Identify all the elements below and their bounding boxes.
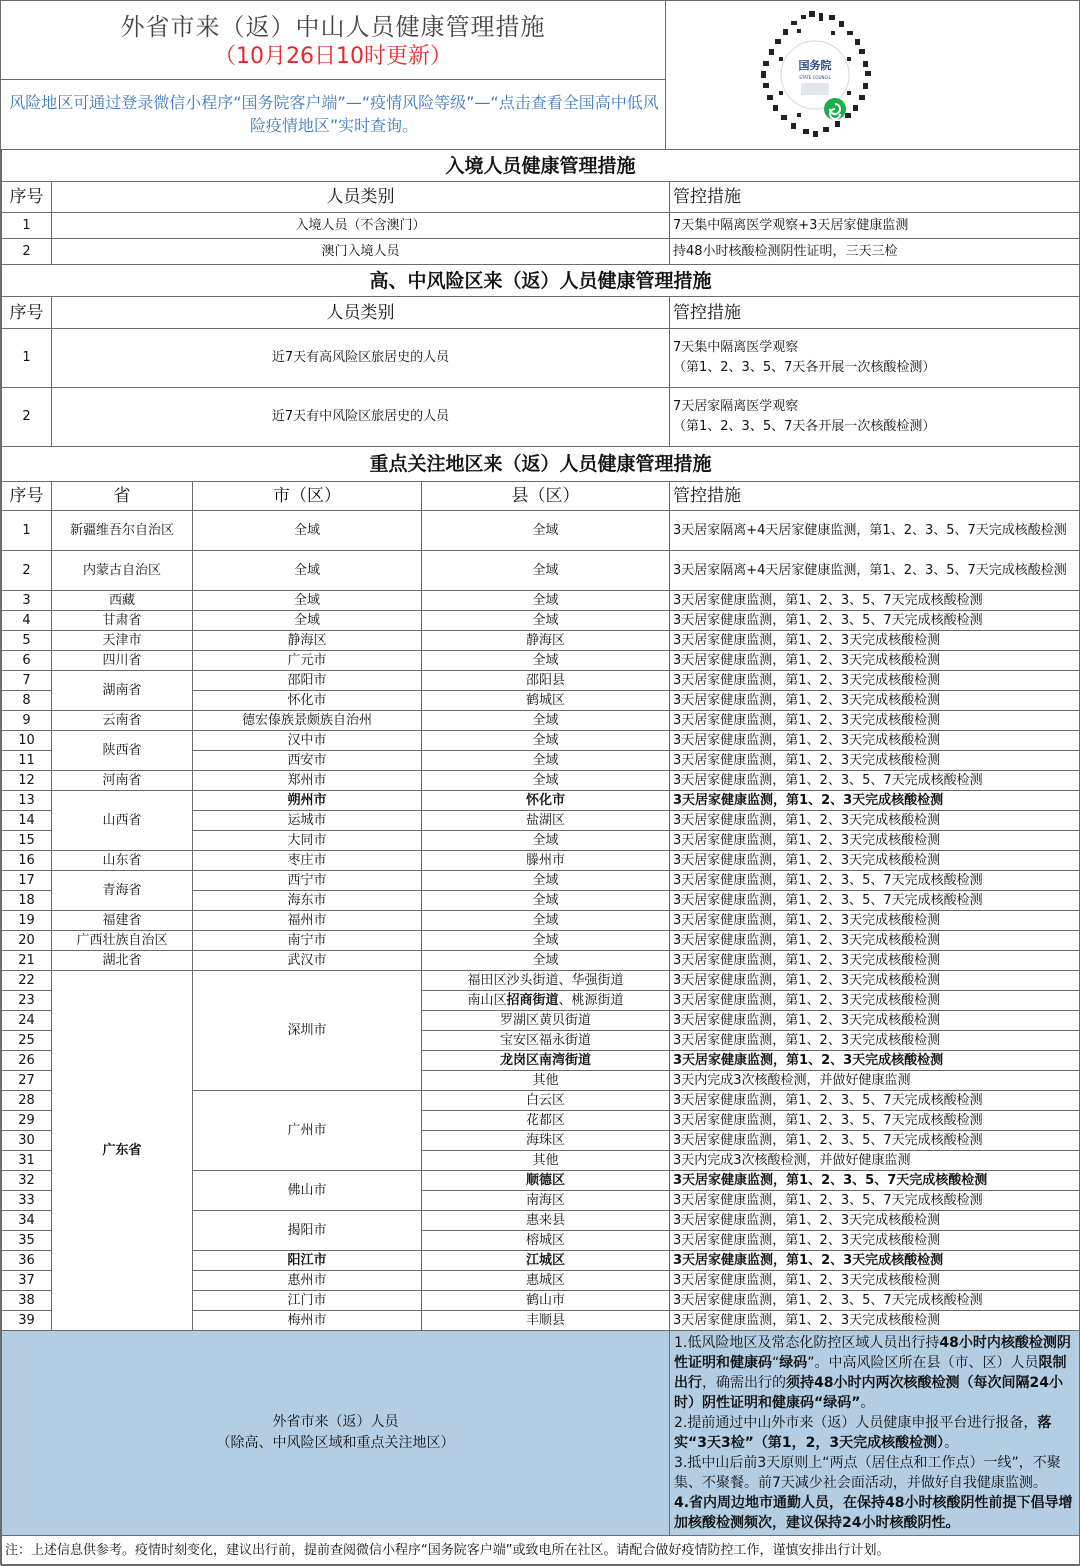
row-measure: 3天居家健康监测，第1、2、3、5、7天完成核酸检测 xyxy=(670,1291,1080,1311)
row-city: 广元市 xyxy=(193,651,422,671)
row-measure: 3天居家健康监测，第1、2、3天完成核酸检测 xyxy=(670,811,1080,831)
row-city: 江门市 xyxy=(193,1291,422,1311)
row-no: 24 xyxy=(2,1011,52,1031)
other-label-sub: （除高、中风险区域和重点关注地区） xyxy=(216,1435,455,1451)
other-regions-notes xyxy=(670,1331,1080,1536)
row-city: 武汉市 xyxy=(193,951,422,971)
row-county: 全域 xyxy=(422,651,670,671)
row-measure: 3天居家健康监测，第1、2、3天完成核酸检测 xyxy=(670,931,1080,951)
row-measure: 3天居家健康监测，第1、2、3天完成核酸检测 xyxy=(670,1231,1080,1251)
table-row xyxy=(2,611,1080,631)
row-no: 25 xyxy=(2,1031,52,1051)
row-province: 云南省 xyxy=(52,711,193,731)
row-city: 郑州市 xyxy=(193,771,422,791)
row-category: 近7天有高风险区旅居史的人员 xyxy=(52,329,670,388)
table-row xyxy=(2,951,1080,971)
row-measure: 3天内完成3次核酸检测，并做好健康监测 xyxy=(670,1151,1080,1171)
row-no: 2 xyxy=(2,239,52,265)
measure-line: 7天居家隔离医学观察 xyxy=(673,399,799,414)
row-measure: 3天居家健康监测，第1、2、3天完成核酸检测 xyxy=(670,971,1080,991)
row-no: 38 xyxy=(2,1291,52,1311)
row-city: 海东市 xyxy=(193,891,422,911)
col-header-measure: 管控措施 xyxy=(670,182,1080,213)
risk-query-notice: 风险地区可通过登录微信小程序“国务院客户端”—“疫情风险等级”—“点击查看全国高中低风险疫情地区”实时查询。 xyxy=(9,93,659,135)
table-row xyxy=(2,871,1080,891)
row-measure: 3天居家健康监测，第1、2、3天完成核酸检测 xyxy=(670,911,1080,931)
section-title-row xyxy=(2,265,1080,297)
row-no: 27 xyxy=(2,1071,52,1091)
note-2 xyxy=(674,1413,1075,1453)
row-no: 2 xyxy=(2,551,52,591)
note-text: 。 xyxy=(944,1435,959,1451)
row-no: 23 xyxy=(2,991,52,1011)
table-row xyxy=(2,213,1080,239)
table-row xyxy=(2,388,1080,447)
col-header-province: 省 xyxy=(52,482,193,511)
row-no: 1 xyxy=(2,329,52,388)
row-county: 江城区 xyxy=(422,1251,670,1271)
row-province: 内蒙古自治区 xyxy=(52,551,193,591)
row-county: 滕州市 xyxy=(422,851,670,871)
row-county: 海珠区 xyxy=(422,1131,670,1151)
row-county: 静海区 xyxy=(422,631,670,651)
qr-center-label: 国务院 xyxy=(798,59,832,72)
row-city: 阳江市 xyxy=(193,1251,422,1271)
table-row xyxy=(2,551,1080,591)
row-county: 怀化市 xyxy=(422,791,670,811)
row-province: 新疆维吾尔自治区 xyxy=(52,511,193,551)
update-time: （10月26日10时更新） xyxy=(214,44,452,69)
row-measure xyxy=(670,388,1080,447)
table-row xyxy=(2,791,1080,811)
row-measure: 3天居家健康监测，第1、2、3天完成核酸检测 xyxy=(670,1311,1080,1331)
measure-line: （第1、2、3、5、7天各开展一次核酸检测） xyxy=(673,419,936,434)
table-row xyxy=(2,511,1080,551)
row-county: 罗湖区黄贝街道 xyxy=(422,1011,670,1031)
note-text: 2.提前通过中山外市来（返）人员健康申报平台进行报备， xyxy=(674,1415,1038,1431)
note-bold: 绿码 xyxy=(779,1355,808,1371)
row-county: 全域 xyxy=(422,891,670,911)
row-city: 全域 xyxy=(193,551,422,591)
row-no: 11 xyxy=(2,751,52,771)
row-city: 邵阳市 xyxy=(193,671,422,691)
row-measure: 3天居家健康监测，第1、2、3天完成核酸检测 xyxy=(670,1211,1080,1231)
row-no: 13 xyxy=(2,791,52,811)
row-county: 全域 xyxy=(422,611,670,631)
table-header-row xyxy=(2,297,1080,329)
row-city: 德宏傣族景颇族自治州 xyxy=(193,711,422,731)
row-city: 汉中市 xyxy=(193,731,422,751)
row-no: 29 xyxy=(2,1111,52,1131)
row-city: 全域 xyxy=(193,611,422,631)
note-bold: 落实“3天3检”（第1，2，3天完成核酸检测） xyxy=(674,1415,1052,1451)
header-left xyxy=(1,1,666,149)
row-county: 花都区 xyxy=(422,1111,670,1131)
row-county: 鹤城区 xyxy=(422,691,670,711)
row-measure: 3天居家健康监测，第1、2、3、5、7天完成核酸检测 xyxy=(670,1091,1080,1111)
row-city: 枣庄市 xyxy=(193,851,422,871)
row-county: 惠城区 xyxy=(422,1271,670,1291)
col-header-measure: 管控措施 xyxy=(670,482,1080,511)
row-no: 15 xyxy=(2,831,52,851)
row-county: 全域 xyxy=(422,871,670,891)
other-regions-label xyxy=(2,1331,670,1536)
row-measure: 3天居家健康监测，第1、2、3、5、7天完成核酸检测 xyxy=(670,591,1080,611)
row-no: 1 xyxy=(2,213,52,239)
row-city: 南宁市 xyxy=(193,931,422,951)
row-measure: 3天居家隔离+4天居家健康监测，第1、2、3、5、7天完成核酸检测 xyxy=(670,511,1080,551)
row-county: 南海区 xyxy=(422,1191,670,1211)
header-divider xyxy=(1,79,665,80)
row-measure: 3天居家健康监测，第1、2、3天完成核酸检测 xyxy=(670,951,1080,971)
table-row xyxy=(2,591,1080,611)
row-county: 全域 xyxy=(422,551,670,591)
row-county: 顺德区 xyxy=(422,1171,670,1191)
row-county: 丰顺县 xyxy=(422,1311,670,1331)
col-header-city: 市（区） xyxy=(193,482,422,511)
row-measure: 3天居家健康监测，第1、2、3、5、7天完成核酸检测 xyxy=(670,871,1080,891)
row-no: 2 xyxy=(2,388,52,447)
row-province: 西藏 xyxy=(52,591,193,611)
section-title-inbound: 入境人员健康管理措施 xyxy=(2,150,1080,182)
row-no: 28 xyxy=(2,1091,52,1111)
row-no: 8 xyxy=(2,691,52,711)
row-county: 全域 xyxy=(422,751,670,771)
county-part: 、桃源街道 xyxy=(558,992,624,1008)
section-title-row xyxy=(2,150,1080,182)
row-measure: 7天集中隔离医学观察+3天居家健康监测 xyxy=(670,213,1080,239)
table-row xyxy=(2,711,1080,731)
row-no: 34 xyxy=(2,1211,52,1231)
row-measure: 3天居家健康监测，第1、2、3、5、7天完成核酸检测 xyxy=(670,611,1080,631)
row-city: 梅州市 xyxy=(193,1311,422,1331)
table-row xyxy=(2,851,1080,871)
row-no: 1 xyxy=(2,511,52,551)
col-header-no: 序号 xyxy=(2,482,52,511)
qr-center-sub: STATE COUNCIL xyxy=(799,75,831,80)
row-city: 大同市 xyxy=(193,831,422,851)
row-measure: 3天居家健康监测，第1、2、3天完成核酸检测 xyxy=(670,711,1080,731)
row-measure: 3天居家健康监测，第1、2、3、5、7天完成核酸检测 xyxy=(670,1111,1080,1131)
note-text: 。 xyxy=(860,1395,875,1411)
row-city: 揭阳市 xyxy=(193,1211,422,1251)
row-province: 青海省 xyxy=(52,871,193,911)
row-city: 西安市 xyxy=(193,751,422,771)
row-measure: 3天内完成3次核酸检测，并做好健康监测 xyxy=(670,1071,1080,1091)
row-no: 4 xyxy=(2,611,52,631)
row-county: 宝安区福永街道 xyxy=(422,1031,670,1051)
note-text: ”。中高风险区所在县（市、区）人员 xyxy=(807,1355,1039,1371)
row-measure: 3天居家健康监测，第1、2、3、5、7天完成核酸检测 xyxy=(670,1171,1080,1191)
row-county: 惠来县 xyxy=(422,1211,670,1231)
row-measure xyxy=(670,329,1080,388)
county-part: 南山区 xyxy=(467,992,507,1008)
row-measure: 3天居家健康监测，第1、2、3、5、7天完成核酸检测 xyxy=(670,1131,1080,1151)
row-measure: 3天居家健康监测，第1、2、3、5、7天完成核酸检测 xyxy=(670,891,1080,911)
row-province: 湖北省 xyxy=(52,951,193,971)
row-no: 17 xyxy=(2,871,52,891)
row-no: 9 xyxy=(2,711,52,731)
measure-line: 7天集中隔离医学观察 xyxy=(673,340,799,355)
table-row xyxy=(2,911,1080,931)
other-regions-row xyxy=(2,1331,1080,1536)
measure-line: （第1、2、3、5、7天各开展一次核酸检测） xyxy=(673,360,936,375)
table-row xyxy=(2,931,1080,951)
row-no: 22 xyxy=(2,971,52,991)
col-header-category: 人员类别 xyxy=(52,297,670,329)
row-county: 全域 xyxy=(422,711,670,731)
row-county: 全域 xyxy=(422,591,670,611)
row-province: 甘肃省 xyxy=(52,611,193,631)
note-4: 4.省内周边地市通勤人员，在保持48小时核酸阴性前提下倡导增加核酸检测频次，建议保持24小时核酸阴性。 xyxy=(674,1495,1073,1531)
note-bold: 限制出行 xyxy=(674,1355,1067,1391)
row-no: 21 xyxy=(2,951,52,971)
row-measure: 3天居家健康监测，第1、2、3天完成核酸检测 xyxy=(670,651,1080,671)
row-measure: 3天居家健康监测，第1、2、3天完成核酸检测 xyxy=(670,671,1080,691)
row-no: 37 xyxy=(2,1271,52,1291)
row-province: 河南省 xyxy=(52,771,193,791)
row-category: 入境人员（不含澳门） xyxy=(52,213,670,239)
note-bold: 48小时内核酸检测阴性证明和健康码 xyxy=(674,1335,1071,1371)
other-label-main: 外省市来（返）人员 xyxy=(272,1414,399,1430)
row-no: 26 xyxy=(2,1051,52,1071)
row-no: 31 xyxy=(2,1151,52,1171)
table-row xyxy=(2,239,1080,265)
row-category: 近7天有中风险区旅居史的人员 xyxy=(52,388,670,447)
footer-row xyxy=(2,1536,1080,1566)
row-city: 运城市 xyxy=(193,811,422,831)
mini-program-qr-code[interactable] xyxy=(749,9,881,141)
row-province: 山东省 xyxy=(52,851,193,871)
row-city: 西宁市 xyxy=(193,871,422,891)
county-part-bold: 招商街道 xyxy=(506,992,559,1008)
row-no: 39 xyxy=(2,1311,52,1331)
row-no: 18 xyxy=(2,891,52,911)
table-row xyxy=(2,329,1080,388)
row-no: 36 xyxy=(2,1251,52,1271)
note-text: ，确需出行的 xyxy=(702,1375,786,1391)
table-header-row xyxy=(2,482,1080,511)
section-title-key-areas: 重点关注地区来（返）人员健康管理措施 xyxy=(2,447,1080,482)
row-province: 陕西省 xyxy=(52,731,193,771)
row-measure: 持48小时核酸检测阴性证明，三天三检 xyxy=(670,239,1080,265)
col-header-no: 序号 xyxy=(2,297,52,329)
row-no: 16 xyxy=(2,851,52,871)
row-city: 怀化市 xyxy=(193,691,422,711)
col-header-county: 县（区） xyxy=(422,482,670,511)
row-no: 5 xyxy=(2,631,52,651)
row-no: 35 xyxy=(2,1231,52,1251)
row-measure: 3天居家健康监测，第1、2、3天完成核酸检测 xyxy=(670,691,1080,711)
row-city: 深圳市 xyxy=(193,971,422,1091)
row-measure: 3天居家健康监测，第1、2、3天完成核酸检测 xyxy=(670,851,1080,871)
table-row xyxy=(2,631,1080,651)
table-row xyxy=(2,771,1080,791)
row-measure: 3天居家健康监测，第1、2、3天完成核酸检测 xyxy=(670,751,1080,771)
row-city: 广州市 xyxy=(193,1091,422,1171)
footer-note: 注：上述信息供参考。疫情时刻变化，建议出行前，提前查阅微信小程序“国务院客户端”或致电所在社区。请配合做好疫情防控工作，谨慎安排出行计划。 xyxy=(2,1536,1080,1566)
table-row xyxy=(2,971,1080,991)
row-no: 30 xyxy=(2,1131,52,1151)
section-title-high-mid-risk: 高、中风险区来（返）人员健康管理措施 xyxy=(2,265,1080,297)
row-province: 湖南省 xyxy=(52,671,193,711)
col-header-no: 序号 xyxy=(2,182,52,213)
row-county: 全域 xyxy=(422,771,670,791)
row-no: 7 xyxy=(2,671,52,691)
row-no: 6 xyxy=(2,651,52,671)
row-measure: 3天居家健康监测，第1、2、3天完成核酸检测 xyxy=(670,1051,1080,1071)
row-measure: 3天居家健康监测，第1、2、3天完成核酸检测 xyxy=(670,1251,1080,1271)
row-measure: 3天居家隔离+4天居家健康监测，第1、2、3、5、7天完成核酸检测 xyxy=(670,551,1080,591)
row-city: 朔州市 xyxy=(193,791,422,811)
note-text: “ xyxy=(772,1355,780,1371)
row-province: 四川省 xyxy=(52,651,193,671)
row-no: 3 xyxy=(2,591,52,611)
row-county: 福田区沙头街道、华强街道 xyxy=(422,971,670,991)
row-province: 福建省 xyxy=(52,911,193,931)
row-county: 邵阳县 xyxy=(422,671,670,691)
row-measure: 3天居家健康监测，第1、2、3天完成核酸检测 xyxy=(670,1271,1080,1291)
col-header-category: 人员类别 xyxy=(52,182,670,213)
table-header-row xyxy=(2,182,1080,213)
row-city: 惠州市 xyxy=(193,1271,422,1291)
row-county: 全域 xyxy=(422,511,670,551)
row-county: 全域 xyxy=(422,831,670,851)
row-measure: 3天居家健康监测，第1、2、3天完成核酸检测 xyxy=(670,831,1080,851)
row-province: 广西壮族自治区 xyxy=(52,931,193,951)
row-category: 澳门入境人员 xyxy=(52,239,670,265)
row-no: 14 xyxy=(2,811,52,831)
row-city: 佛山市 xyxy=(193,1171,422,1211)
table-row xyxy=(2,651,1080,671)
measures-table xyxy=(1,149,1080,1566)
table-row xyxy=(2,731,1080,751)
section-title-row xyxy=(2,447,1080,482)
row-county: 其他 xyxy=(422,1071,670,1091)
row-measure: 3天居家健康监测，第1、2、3天完成核酸检测 xyxy=(670,991,1080,1011)
table-row xyxy=(2,671,1080,691)
row-city: 福州市 xyxy=(193,911,422,931)
row-no: 10 xyxy=(2,731,52,751)
note-text: 1.低风险地区及常态化防控区域人员出行持 xyxy=(674,1335,940,1351)
row-county: 全域 xyxy=(422,731,670,751)
row-county: 全域 xyxy=(422,911,670,931)
row-county: 榕城区 xyxy=(422,1231,670,1251)
row-measure: 3天居家健康监测，第1、2、3天完成核酸检测 xyxy=(670,1031,1080,1051)
row-city: 全域 xyxy=(193,511,422,551)
row-county: 盐湖区 xyxy=(422,811,670,831)
row-county: 白云区 xyxy=(422,1091,670,1111)
row-county: 全域 xyxy=(422,951,670,971)
row-province: 广东省 xyxy=(52,971,193,1331)
row-no: 19 xyxy=(2,911,52,931)
row-county: 龙岗区南湾街道 xyxy=(422,1051,670,1071)
row-county: 鹤山市 xyxy=(422,1291,670,1311)
note-3: 3.抵中山后前3天原则上“两点（居住点和工作点）一线”，不聚集、不聚餐。前7天减少社会面活动，并做好自我健康监测。 xyxy=(674,1455,1061,1491)
row-no: 12 xyxy=(2,771,52,791)
row-measure: 3天居家健康监测，第1、2、3、5、7天完成核酸检测 xyxy=(670,771,1080,791)
row-province: 山西省 xyxy=(52,791,193,851)
row-measure: 3天居家健康监测，第1、2、3天完成核酸检测 xyxy=(670,631,1080,651)
row-no: 32 xyxy=(2,1171,52,1191)
row-city: 静海区 xyxy=(193,631,422,651)
row-county: 其他 xyxy=(422,1151,670,1171)
row-measure: 3天居家健康监测，第1、2、3、5、7天完成核酸检测 xyxy=(670,1191,1080,1211)
page-title: 外省市来（返）中山人员健康管理措施 xyxy=(120,13,546,41)
row-measure: 3天居家健康监测，第1、2、3天完成核酸检测 xyxy=(670,791,1080,811)
header xyxy=(1,1,1079,150)
row-county: 全域 xyxy=(422,931,670,951)
note-bold: 须持48小时内两次核酸检测（每次间隔24小时）阴性证明和健康码“绿码” xyxy=(674,1375,1063,1411)
row-city: 全域 xyxy=(193,591,422,611)
col-header-measure: 管控措施 xyxy=(670,297,1080,329)
row-measure: 3天居家健康监测，第1、2、3天完成核酸检测 xyxy=(670,731,1080,751)
row-province: 天津市 xyxy=(52,631,193,651)
row-no: 33 xyxy=(2,1191,52,1211)
row-county xyxy=(422,991,670,1011)
row-measure: 3天居家健康监测，第1、2、3天完成核酸检测 xyxy=(670,1011,1080,1031)
note-1 xyxy=(674,1333,1075,1413)
row-no: 20 xyxy=(2,931,52,951)
